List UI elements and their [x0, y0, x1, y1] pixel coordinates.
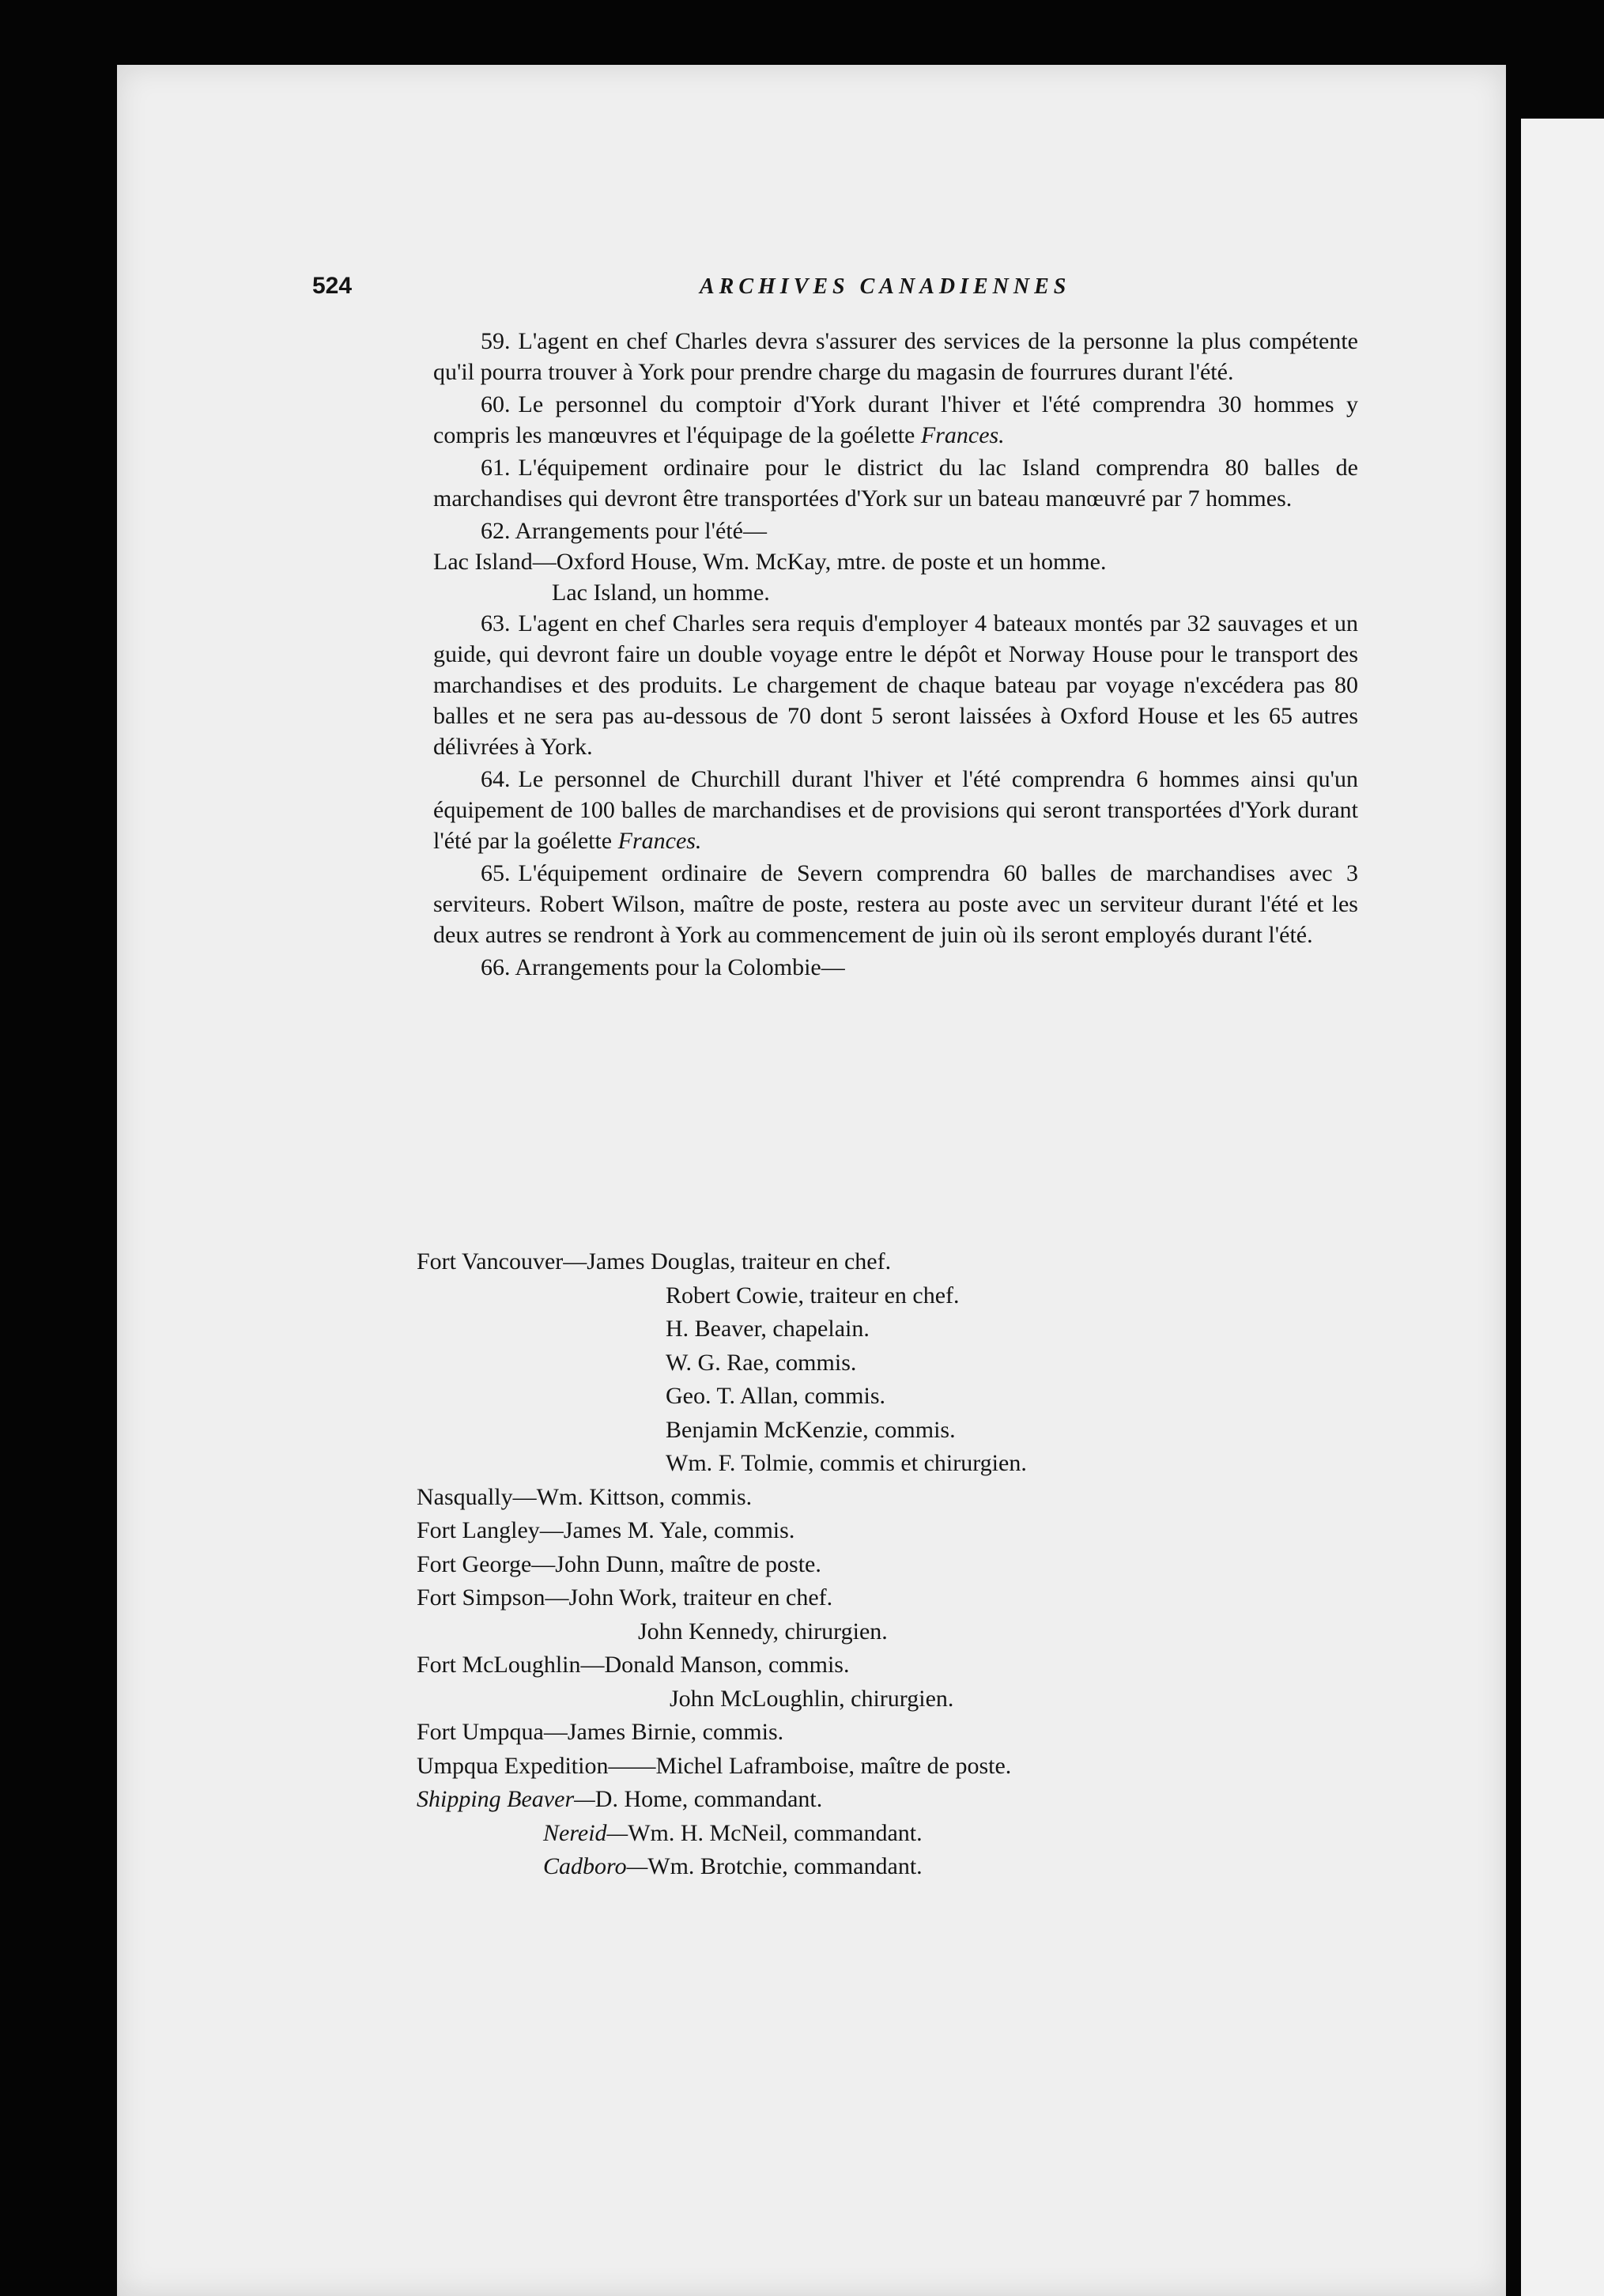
paragraph-65	[433, 858, 1358, 950]
post-name: Fort Langley—	[417, 1517, 564, 1543]
adjacent-page-edge	[1521, 119, 1604, 2296]
staff-entry: John McLoughlin, chirurgien.	[670, 1685, 954, 1712]
body-text	[433, 326, 1358, 983]
list-item	[417, 1447, 1365, 1481]
staff-entry: H. Beaver, chapelain.	[666, 1316, 870, 1342]
staff-entry: Geo. T. Allan, commis.	[666, 1383, 886, 1409]
post-name: Fort McLoughlin—	[417, 1652, 605, 1678]
paragraph-64	[433, 764, 1358, 856]
staff-entry: Donald Manson, commis.	[604, 1652, 850, 1678]
paragraph-text: L'agent en chef Charles sera requis d'employer 4 bateaux montés par 32 sauvages et un guide, qui devront faire un double voyage entre le dépôt et Norway House pour le transport des marchandises et des produits. Le chargement de chaque bateau par voyage n'excédera pas 80 balles et ne sera pas au-dessous de 70 dont 5 seront laissées à Oxford House et les 65 autres délivrées à York.	[433, 610, 1358, 760]
list-item	[417, 1648, 1365, 1682]
ship-name: Frances.	[617, 828, 702, 854]
list-item	[417, 1514, 1365, 1548]
paragraph-61	[433, 452, 1358, 514]
paragraph-text: L'équipement ordinaire de Severn comprendra 60 balles de marchandises avec 3 serviteurs. Robert Wilson, maître de poste, restera au poste avec un serviteur durant l'été et les deux autres se rendront à York au commencement de juin où ils seront employés durant l'été.	[433, 860, 1358, 948]
paragraph-number: 59.	[481, 328, 511, 354]
post-name: Fort Umpqua—	[417, 1719, 568, 1745]
list-item	[417, 1245, 1365, 1279]
post-name: Cadboro—	[543, 1853, 648, 1879]
list-item	[417, 1783, 1365, 1817]
staff-entry: Wm. Brotchie, commandant.	[647, 1853, 923, 1879]
list-item	[417, 1312, 1365, 1346]
list-item	[417, 1346, 1365, 1380]
paragraph-number: 60.	[481, 391, 511, 417]
staff-entry: James Douglas, traiteur en chef.	[587, 1248, 892, 1275]
list-item	[417, 1380, 1365, 1414]
staff-entry: James M. Yale, commis.	[563, 1517, 795, 1543]
staff-entry: James Birnie, commis.	[567, 1719, 784, 1745]
paragraph-number: 64.	[481, 766, 511, 792]
staff-entry: John Kennedy, chirurgien.	[638, 1618, 888, 1645]
ship-name: Frances.	[920, 422, 1005, 448]
paragraph-number: 65.	[481, 860, 511, 886]
colombie-arrangements-list	[417, 1245, 1365, 1884]
paragraph-59	[433, 326, 1358, 387]
arrangement-line: Lac Island, un homme.	[552, 580, 770, 606]
staff-entry: Michel Laframboise, maître de poste.	[655, 1752, 1012, 1779]
list-item	[417, 1481, 1365, 1515]
staff-entry: Wm. H. McNeil, commandant.	[628, 1819, 923, 1846]
page-header	[312, 273, 1356, 312]
list-item	[417, 1279, 1365, 1313]
post-name: Fort George—	[417, 1550, 556, 1577]
list-item	[417, 1615, 1365, 1649]
paragraph-text: L'équipement ordinaire pour le district du lac Island comprendra 80 balles de marchandises qui devront être transportées d'York sur un bateau manœuvré par 7 hommes.	[433, 455, 1358, 512]
list-item	[417, 1817, 1365, 1851]
staff-entry: Robert Cowie, traiteur en chef.	[666, 1282, 960, 1308]
running-title: ARCHIVES CANADIENNES	[700, 274, 1071, 299]
post-name: Nasqually—	[417, 1483, 537, 1510]
staff-entry: Wm. F. Tolmie, commis et chirurgien.	[666, 1450, 1027, 1476]
list-item	[417, 1581, 1365, 1615]
list-item	[417, 1716, 1365, 1750]
paragraph-number: 63.	[481, 610, 511, 636]
list-item	[417, 1850, 1365, 1884]
staff-entry: Wm. Kittson, commis.	[536, 1483, 753, 1510]
paragraph-number: 61.	[481, 455, 511, 481]
post-name: Fort Vancouver—	[417, 1248, 587, 1275]
paragraph-text: L'agent en chef Charles devra s'assurer des services de la personne la plus compétente qu'il pourra trouver à York pour prendre charge du magasin de fourrures durant l'été.	[433, 328, 1358, 385]
paragraph-60	[433, 389, 1358, 451]
arrangement-line: Lac Island—Oxford House, Wm. McKay, mtre. de poste et un homme.	[433, 549, 1107, 575]
staff-entry: W. G. Rae, commis.	[666, 1349, 857, 1376]
list-item	[417, 1414, 1365, 1448]
staff-entry: John Work, traiteur en chef.	[568, 1584, 833, 1611]
arrangements-ete-heading: 62. Arrangements pour l'été—	[481, 518, 767, 544]
list-item	[417, 1682, 1365, 1716]
page-number: 524	[312, 273, 353, 299]
list-item	[417, 1548, 1365, 1582]
list-item	[417, 1750, 1365, 1784]
staff-entry: Benjamin McKenzie, commis.	[666, 1416, 956, 1443]
post-name: Umpqua Expedition——	[417, 1752, 656, 1779]
colombie-heading: 66. Arrangements pour la Colombie—	[481, 954, 845, 980]
staff-entry: John Dunn, maître de poste.	[555, 1550, 821, 1577]
post-name: Shipping Beaver—	[417, 1786, 595, 1812]
staff-entry: D. Home, commandant.	[594, 1786, 823, 1812]
post-name: Fort Simpson—	[417, 1584, 569, 1611]
paragraph-text: Le personnel du comptoir d'York durant l'hiver et l'été comprendra 30 hommes y compris les manœuvres et l'équipage de la goélette	[433, 391, 1358, 448]
paragraph-63	[433, 608, 1358, 762]
post-name: Nereid—	[543, 1819, 628, 1846]
paragraph-text: Le personnel de Churchill durant l'hiver et l'été comprendra 6 hommes ainsi qu'un équipement de 100 balles de marchandises et de provisions qui seront transportées d'York durant l'été par la goélette	[433, 766, 1358, 854]
